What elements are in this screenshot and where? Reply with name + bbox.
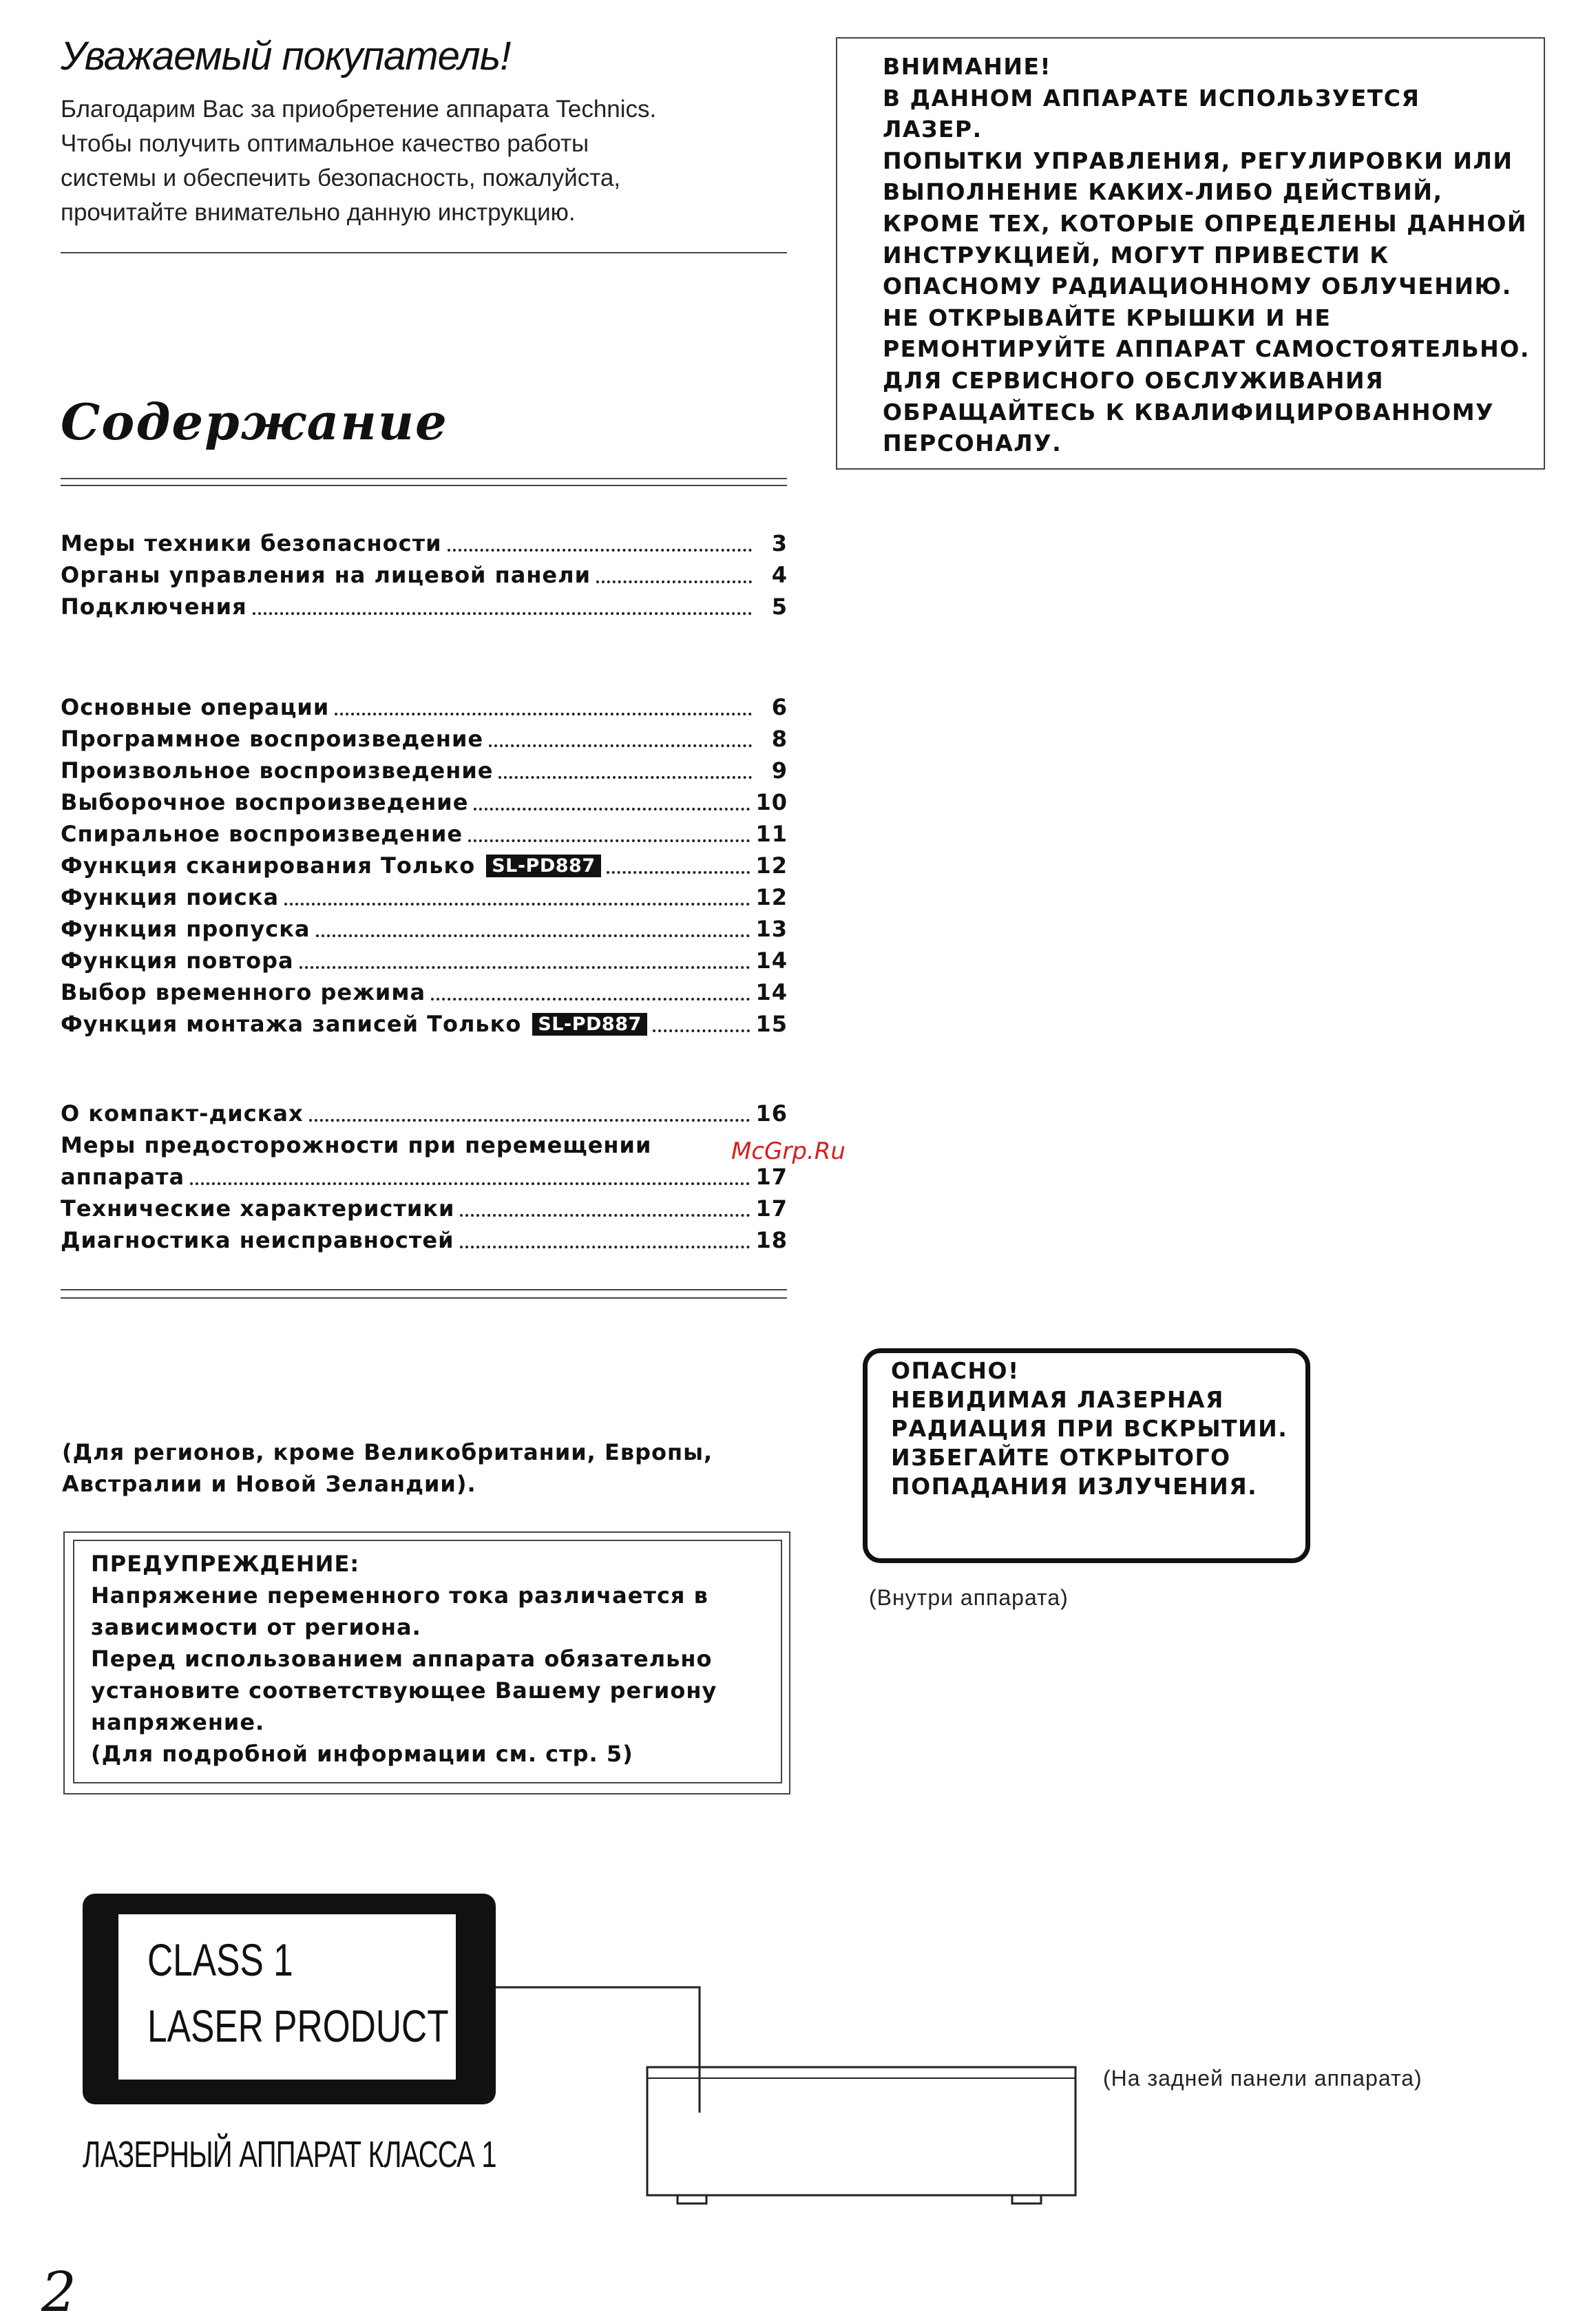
warning-line: ПЕРСОНАЛУ. xyxy=(883,430,1062,457)
warning-line: ОБРАЩАЙТЕСЬ К КВАЛИФИЦИРОВАННОМУ xyxy=(883,398,1494,426)
greeting-body xyxy=(61,92,790,230)
region-note-line: Австралии и Новой Зеландии). xyxy=(62,1471,476,1497)
voltage-caution-text xyxy=(91,1548,717,1770)
warning-line: НЕ ОТКРЫВАЙТЕ КРЫШКИ И НЕ xyxy=(883,304,1332,331)
caution-line: (Для подробной информации см. стр. 5) xyxy=(91,1741,633,1767)
laser-class-line-1: CLASS 1 xyxy=(147,1934,293,1985)
device-body xyxy=(647,2067,1075,2195)
caution-line: зависимости от региона. xyxy=(91,1614,421,1640)
device-foot-right xyxy=(1012,2195,1041,2203)
divider xyxy=(61,485,787,486)
toc-entry[interactable]: Диагностика неисправностей 18 xyxy=(61,1227,788,1253)
caution-line: Напряжение переменного тока различается в xyxy=(91,1582,708,1609)
danger-line: ИЗБЕГАЙТЕ ОТКРЫТОГО xyxy=(891,1444,1231,1471)
toc-entry[interactable]: Функция пропуска 13 xyxy=(61,916,788,942)
greeting-title: Уважаемый покупатель! xyxy=(61,34,511,78)
laser-label-location-note: (На задней панели аппарата) xyxy=(1103,2066,1422,2091)
divider xyxy=(61,1289,787,1290)
caution-line: ПРЕДУПРЕЖДЕНИЕ: xyxy=(91,1551,360,1577)
toc-entry[interactable]: Меры предосторожности при перемещении xyxy=(61,1132,652,1158)
greeting-line: Благодарим Вас за приобретение аппарата Technics. xyxy=(61,96,657,123)
page-number: 2 xyxy=(41,2260,76,2324)
region-note xyxy=(62,1436,713,1500)
danger-line: ПОПАДАНИЯ ИЗЛУЧЕНИЯ. xyxy=(891,1473,1258,1500)
warning-line: ЛАЗЕР. xyxy=(883,116,983,143)
greeting-line: Чтобы получить оптимальное качество работы xyxy=(61,130,589,157)
danger-line: РАДИАЦИЯ ПРИ ВСКРЫТИИ. xyxy=(891,1415,1288,1442)
model-badge: SL-PD887 xyxy=(486,855,600,877)
toc-entry[interactable]: Функция поиска 12 xyxy=(61,884,788,910)
toc-entry[interactable]: Меры техники безопасности 3 xyxy=(61,530,788,556)
toc-group-2 xyxy=(61,691,788,1040)
caution-line: напряжение. xyxy=(91,1709,265,1735)
warning-line: ОПАСНОМУ РАДИАЦИОННОМУ ОБЛУЧЕНИЮ. xyxy=(883,273,1512,300)
device-foot-left xyxy=(678,2195,706,2203)
toc-entry[interactable]: Основные операции 6 xyxy=(61,694,788,720)
warning-line: ВЫПОЛНЕНИЕ КАКИХ-ЛИБО ДЕЙСТВИЙ, xyxy=(883,178,1443,206)
danger-label-text xyxy=(891,1357,1288,1501)
toc-entry[interactable]: Подключения 5 xyxy=(61,594,788,620)
greeting-line: системы и обеспечить безопасность, пожалуйста, xyxy=(61,165,621,191)
watermark: McGrp.Ru xyxy=(731,1138,846,1165)
toc-entry[interactable]: Функция монтажа записей Только SL-PD887 15 xyxy=(61,1011,788,1037)
toc-entry[interactable]: Спиральное воспроизведение 11 xyxy=(61,821,788,847)
region-note-line: (Для регионов, кроме Великобритании, Европы, xyxy=(62,1439,713,1465)
toc-entry[interactable]: Произвольное воспроизведение 9 xyxy=(61,757,788,784)
warning-line: ДЛЯ СЕРВИСНОГО ОБСЛУЖИВАНИЯ xyxy=(883,366,1385,394)
toc-entry[interactable]: Выбор временного режима 14 xyxy=(61,979,788,1005)
caution-line: установите соответствующее Вашему региону xyxy=(91,1677,717,1704)
toc-entry[interactable]: О компакт-дисках 16 xyxy=(61,1100,788,1127)
toc-group-3 xyxy=(61,1098,788,1256)
toc-entry[interactable]: Органы управления на лицевой панели 4 xyxy=(61,562,788,588)
divider xyxy=(61,478,787,479)
toc-entry[interactable]: Функция повтора 14 xyxy=(61,948,788,974)
danger-location-note: (Внутри аппарата) xyxy=(869,1585,1069,1610)
laser-class-caption: ЛАЗЕРНЫЙ АППАРАТ КЛАССА 1 xyxy=(83,2134,496,2175)
caution-line: Перед использованием аппарата обязательно xyxy=(91,1646,713,1672)
toc-entry[interactable]: Программное воспроизведение 8 xyxy=(61,726,788,752)
contents-title: Содержание xyxy=(61,392,448,451)
divider xyxy=(61,1297,787,1299)
label-leader-line xyxy=(496,1987,700,2113)
toc-entry[interactable]: аппарата 17 xyxy=(61,1164,788,1190)
danger-line: НЕВИДИМАЯ ЛАЗЕРНАЯ xyxy=(891,1386,1224,1413)
toc-group-1 xyxy=(61,527,788,622)
greeting-line: прочитайте внимательно данную инструкцию. xyxy=(61,199,576,226)
danger-line: ОПАСНО! xyxy=(891,1357,1020,1384)
warning-line: ВНИМАНИЕ! xyxy=(883,53,1052,80)
divider xyxy=(61,252,787,253)
toc-entry[interactable]: Выборочное воспроизведение 10 xyxy=(61,789,788,815)
laser-class-line-2: LASER PRODUCT xyxy=(147,2000,449,2051)
model-badge: SL-PD887 xyxy=(532,1013,647,1036)
warning-line: ПОПЫТКИ УПРАВЛЕНИЯ, РЕГУЛИРОВКИ ИЛИ xyxy=(883,147,1513,174)
warning-line: РЕМОНТИРУЙТЕ АППАРАТ САМОСТОЯТЕЛЬНО. xyxy=(883,335,1530,363)
warning-line: В ДАННОМ АППАРАТЕ ИСПОЛЬЗУЕТСЯ xyxy=(883,84,1420,112)
warning-line: КРОМЕ ТЕХ, КОТОРЫЕ ОПРЕДЕЛЕНЫ ДАННОЙ xyxy=(883,209,1528,237)
warning-line: ИНСТРУКЦИЕЙ, МОГУТ ПРИВЕСТИ К xyxy=(883,241,1389,269)
laser-warning-text xyxy=(883,51,1530,459)
toc-entry[interactable]: Функция сканирования Только SL-PD887 12 xyxy=(61,852,788,879)
toc-entry[interactable]: Технические характеристики 17 xyxy=(61,1195,788,1222)
